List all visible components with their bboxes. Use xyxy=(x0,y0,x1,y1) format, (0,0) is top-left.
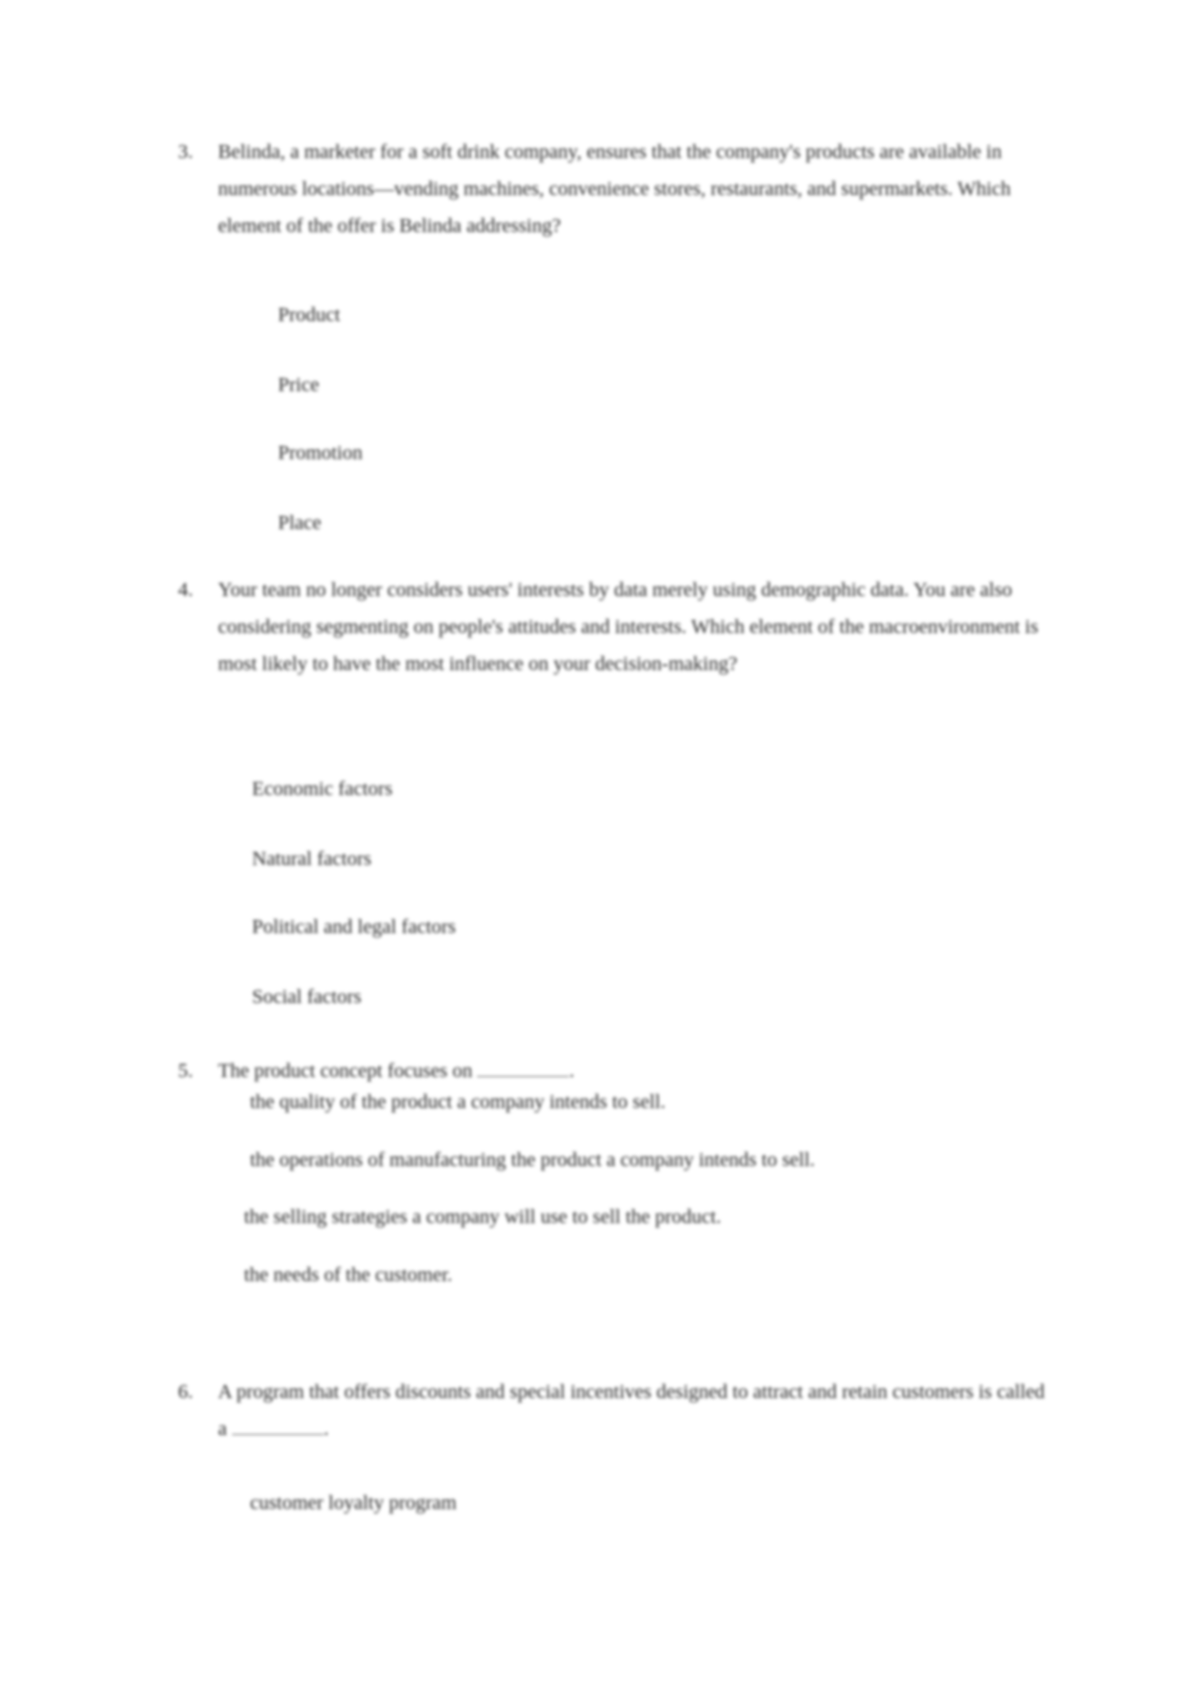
question-3 xyxy=(178,134,1058,245)
question-number: 4. xyxy=(178,579,193,601)
option-3a[interactable]: Product xyxy=(278,304,341,326)
option-3b[interactable]: Price xyxy=(278,374,320,396)
question-number: 5. xyxy=(178,1060,193,1082)
question-stem: The product concept focuses on . xyxy=(218,1060,575,1082)
question-stem: Your team no longer considers users' interests by data merely using demographic data. You are also considering segmenting on people's attitudes and interests. Which element of the macroenvironment is most likely to have the most influence on your decision-making? xyxy=(218,579,1039,675)
answer-blank xyxy=(477,1058,569,1077)
question-6 xyxy=(178,1374,1058,1448)
option-4a[interactable]: Economic factors xyxy=(252,778,393,800)
question-stem-text: The product concept focuses on xyxy=(218,1060,473,1082)
question-stem: Belinda, a marketer for a soft drink company, ensures that the company's products are available in numerous locations—vending machines, convenience stores, restaurants, and supermarkets. Which element of the offer is Belinda addressing? xyxy=(218,141,1011,237)
option-3d[interactable]: Place xyxy=(278,512,322,534)
option-4b[interactable]: Natural factors xyxy=(252,848,372,870)
question-stem: A program that offers discounts and special incentives designed to attract and retain customers is called a . xyxy=(218,1381,1045,1440)
option-4c[interactable]: Political and legal factors xyxy=(252,916,456,938)
question-5 xyxy=(178,1053,1058,1090)
question-4 xyxy=(178,572,1058,683)
option-5b[interactable]: the operations of manufacturing the product a company intends to sell. xyxy=(250,1149,815,1171)
option-5a[interactable]: the quality of the product a company intends to sell. xyxy=(250,1091,666,1113)
question-number: 6. xyxy=(178,1381,193,1403)
option-5d[interactable]: the needs of the customer. xyxy=(244,1264,453,1286)
option-6a[interactable]: customer loyalty program xyxy=(250,1492,457,1514)
option-5c[interactable]: the selling strategies a company will use to sell the product. xyxy=(244,1206,722,1228)
question-number: 3. xyxy=(178,141,193,163)
question-stem-text: A program that offers discounts and special incentives designed to attract and retain customers is called a xyxy=(218,1381,1045,1440)
option-4d[interactable]: Social factors xyxy=(252,986,362,1008)
option-3c[interactable]: Promotion xyxy=(278,442,363,464)
answer-blank xyxy=(232,1416,324,1435)
